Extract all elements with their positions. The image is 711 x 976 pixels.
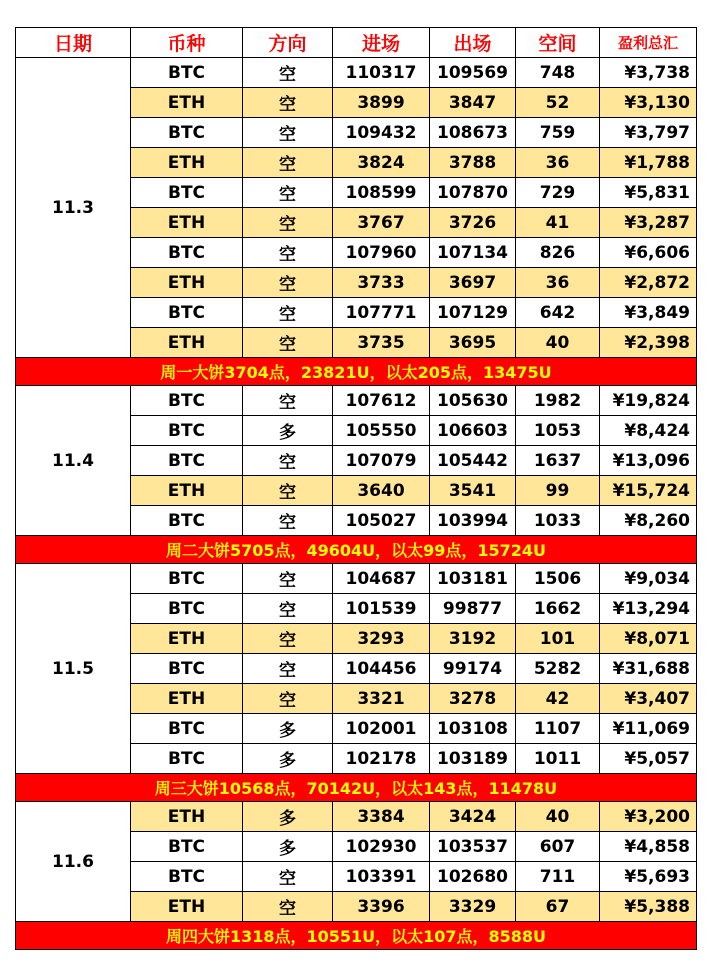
header-exit: 出场	[430, 28, 516, 58]
direction-cell: 空	[243, 862, 333, 892]
space-cell: 759	[516, 118, 600, 148]
entry-cell: 3396	[333, 892, 430, 922]
entry-cell: 108599	[333, 178, 430, 208]
entry-cell: 110317	[333, 58, 430, 88]
entry-cell: 104687	[333, 564, 430, 594]
profit-cell: ¥8,424	[600, 416, 697, 446]
direction-cell: 多	[243, 714, 333, 744]
direction-cell: 空	[243, 148, 333, 178]
header-profit-total: 盈利总汇	[600, 28, 697, 58]
profit-cell: ¥11,069	[600, 714, 697, 744]
coin-cell: ETH	[131, 802, 243, 832]
space-cell: 42	[516, 684, 600, 714]
exit-cell: 3726	[430, 208, 516, 238]
entry-cell: 3735	[333, 328, 430, 358]
profit-cell: ¥3,849	[600, 298, 697, 328]
direction-cell: 空	[243, 386, 333, 416]
summary-row	[16, 922, 697, 950]
exit-cell: 99174	[430, 654, 516, 684]
space-cell: 40	[516, 328, 600, 358]
space-cell: 711	[516, 862, 600, 892]
entry-cell: 3733	[333, 268, 430, 298]
coin-cell: BTC	[131, 744, 243, 774]
direction-cell: 空	[243, 892, 333, 922]
profit-cell: ¥3,797	[600, 118, 697, 148]
space-cell: 41	[516, 208, 600, 238]
profit-cell: ¥3,200	[600, 802, 697, 832]
profit-cell: ¥5,831	[600, 178, 697, 208]
space-cell: 607	[516, 832, 600, 862]
trade-record-sheet	[15, 27, 697, 950]
space-cell: 101	[516, 624, 600, 654]
daily-summary: 周二大饼5705点，49604U，以太99点，15724U	[16, 536, 697, 564]
header-date: 日期	[16, 28, 131, 58]
summary-row	[16, 536, 697, 564]
exit-cell: 3695	[430, 328, 516, 358]
entry-cell: 105550	[333, 416, 430, 446]
entry-cell: 3640	[333, 476, 430, 506]
exit-cell: 3329	[430, 892, 516, 922]
profit-cell: ¥6,606	[600, 238, 697, 268]
entry-cell: 102930	[333, 832, 430, 862]
coin-cell: BTC	[131, 654, 243, 684]
exit-cell: 106603	[430, 416, 516, 446]
exit-cell: 103189	[430, 744, 516, 774]
entry-cell: 105027	[333, 506, 430, 536]
direction-cell: 空	[243, 564, 333, 594]
direction-cell: 空	[243, 594, 333, 624]
table-row	[16, 564, 697, 594]
profit-cell: ¥2,872	[600, 268, 697, 298]
coin-cell: BTC	[131, 298, 243, 328]
entry-cell: 107612	[333, 386, 430, 416]
exit-cell: 107134	[430, 238, 516, 268]
exit-cell: 3424	[430, 802, 516, 832]
space-cell: 36	[516, 148, 600, 178]
profit-cell: ¥3,407	[600, 684, 697, 714]
daily-summary: 周一大饼3704点，23821U，以太205点，13475U	[16, 358, 697, 386]
space-cell: 40	[516, 802, 600, 832]
profit-cell: ¥5,693	[600, 862, 697, 892]
profit-cell: ¥13,294	[600, 594, 697, 624]
direction-cell: 多	[243, 802, 333, 832]
coin-cell: BTC	[131, 714, 243, 744]
entry-cell: 3293	[333, 624, 430, 654]
date-cell: 11.4	[16, 386, 131, 536]
direction-cell: 空	[243, 118, 333, 148]
table-row	[16, 58, 697, 88]
entry-cell: 107079	[333, 446, 430, 476]
direction-cell: 空	[243, 654, 333, 684]
space-cell: 826	[516, 238, 600, 268]
profit-cell: ¥3,287	[600, 208, 697, 238]
coin-cell: BTC	[131, 238, 243, 268]
direction-cell: 多	[243, 416, 333, 446]
direction-cell: 空	[243, 328, 333, 358]
coin-cell: ETH	[131, 624, 243, 654]
entry-cell: 103391	[333, 862, 430, 892]
direction-cell: 空	[243, 58, 333, 88]
entry-cell: 104456	[333, 654, 430, 684]
space-cell: 36	[516, 268, 600, 298]
profit-cell: ¥13,096	[600, 446, 697, 476]
entry-cell: 101539	[333, 594, 430, 624]
coin-cell: BTC	[131, 416, 243, 446]
direction-cell: 多	[243, 744, 333, 774]
coin-cell: ETH	[131, 88, 243, 118]
space-cell: 67	[516, 892, 600, 922]
exit-cell: 3192	[430, 624, 516, 654]
exit-cell: 3847	[430, 88, 516, 118]
space-cell: 1982	[516, 386, 600, 416]
entry-cell: 3321	[333, 684, 430, 714]
direction-cell: 空	[243, 506, 333, 536]
space-cell: 1053	[516, 416, 600, 446]
profit-cell: ¥5,388	[600, 892, 697, 922]
entry-cell: 102178	[333, 744, 430, 774]
space-cell: 642	[516, 298, 600, 328]
space-cell: 1107	[516, 714, 600, 744]
profit-cell: ¥3,130	[600, 88, 697, 118]
exit-cell: 103181	[430, 564, 516, 594]
exit-cell: 3541	[430, 476, 516, 506]
coin-cell: BTC	[131, 832, 243, 862]
exit-cell: 3278	[430, 684, 516, 714]
direction-cell: 空	[243, 208, 333, 238]
exit-cell: 99877	[430, 594, 516, 624]
exit-cell: 102680	[430, 862, 516, 892]
direction-cell: 空	[243, 268, 333, 298]
table-row	[16, 802, 697, 832]
exit-cell: 107870	[430, 178, 516, 208]
entry-cell: 107960	[333, 238, 430, 268]
header-space: 空间	[516, 28, 600, 58]
profit-cell: ¥9,034	[600, 564, 697, 594]
direction-cell: 空	[243, 178, 333, 208]
summary-row	[16, 774, 697, 802]
header-entry: 进场	[333, 28, 430, 58]
space-cell: 1011	[516, 744, 600, 774]
coin-cell: BTC	[131, 862, 243, 892]
coin-cell: ETH	[131, 268, 243, 298]
coin-cell: ETH	[131, 684, 243, 714]
direction-cell: 空	[243, 298, 333, 328]
date-cell: 11.5	[16, 564, 131, 774]
header-direction: 方向	[243, 28, 333, 58]
exit-cell: 3788	[430, 148, 516, 178]
profit-cell: ¥4,858	[600, 832, 697, 862]
space-cell: 1637	[516, 446, 600, 476]
entry-cell: 3899	[333, 88, 430, 118]
coin-cell: ETH	[131, 208, 243, 238]
space-cell: 99	[516, 476, 600, 506]
exit-cell: 108673	[430, 118, 516, 148]
direction-cell: 空	[243, 684, 333, 714]
direction-cell: 空	[243, 476, 333, 506]
space-cell: 52	[516, 88, 600, 118]
space-cell: 729	[516, 178, 600, 208]
date-cell: 11.6	[16, 802, 131, 922]
coin-cell: BTC	[131, 594, 243, 624]
profit-cell: ¥31,688	[600, 654, 697, 684]
coin-cell: ETH	[131, 148, 243, 178]
summary-row	[16, 358, 697, 386]
coin-cell: BTC	[131, 118, 243, 148]
exit-cell: 103108	[430, 714, 516, 744]
exit-cell: 109569	[430, 58, 516, 88]
daily-summary: 周三大饼10568点，70142U，以太143点，11478U	[16, 774, 697, 802]
entry-cell: 109432	[333, 118, 430, 148]
space-cell: 1033	[516, 506, 600, 536]
exit-cell: 3697	[430, 268, 516, 298]
exit-cell: 103994	[430, 506, 516, 536]
entry-cell: 102001	[333, 714, 430, 744]
coin-cell: ETH	[131, 328, 243, 358]
profit-cell: ¥15,724	[600, 476, 697, 506]
exit-cell: 103537	[430, 832, 516, 862]
direction-cell: 空	[243, 88, 333, 118]
direction-cell: 多	[243, 832, 333, 862]
direction-cell: 空	[243, 238, 333, 268]
entry-cell: 3824	[333, 148, 430, 178]
coin-cell: BTC	[131, 506, 243, 536]
space-cell: 1662	[516, 594, 600, 624]
coin-cell: BTC	[131, 386, 243, 416]
entry-cell: 3384	[333, 802, 430, 832]
daily-summary: 周四大饼1318点，10551U，以太107点，8588U	[16, 922, 697, 950]
space-cell: 5282	[516, 654, 600, 684]
date-cell: 11.3	[16, 58, 131, 358]
direction-cell: 空	[243, 624, 333, 654]
exit-cell: 105442	[430, 446, 516, 476]
exit-cell: 107129	[430, 298, 516, 328]
entry-cell: 107771	[333, 298, 430, 328]
profit-cell: ¥5,057	[600, 744, 697, 774]
profit-cell: ¥8,071	[600, 624, 697, 654]
coin-cell: BTC	[131, 178, 243, 208]
coin-cell: ETH	[131, 476, 243, 506]
trade-table	[15, 27, 697, 950]
space-cell: 748	[516, 58, 600, 88]
header-row	[16, 28, 697, 58]
profit-cell: ¥8,260	[600, 506, 697, 536]
profit-cell: ¥1,788	[600, 148, 697, 178]
coin-cell: BTC	[131, 564, 243, 594]
space-cell: 1506	[516, 564, 600, 594]
header-coin: 币种	[131, 28, 243, 58]
entry-cell: 3767	[333, 208, 430, 238]
coin-cell: BTC	[131, 446, 243, 476]
coin-cell: BTC	[131, 58, 243, 88]
exit-cell: 105630	[430, 386, 516, 416]
table-row	[16, 386, 697, 416]
coin-cell: ETH	[131, 892, 243, 922]
profit-cell: ¥2,398	[600, 328, 697, 358]
trade-table-body	[16, 58, 697, 950]
direction-cell: 空	[243, 446, 333, 476]
profit-cell: ¥3,738	[600, 58, 697, 88]
profit-cell: ¥19,824	[600, 386, 697, 416]
